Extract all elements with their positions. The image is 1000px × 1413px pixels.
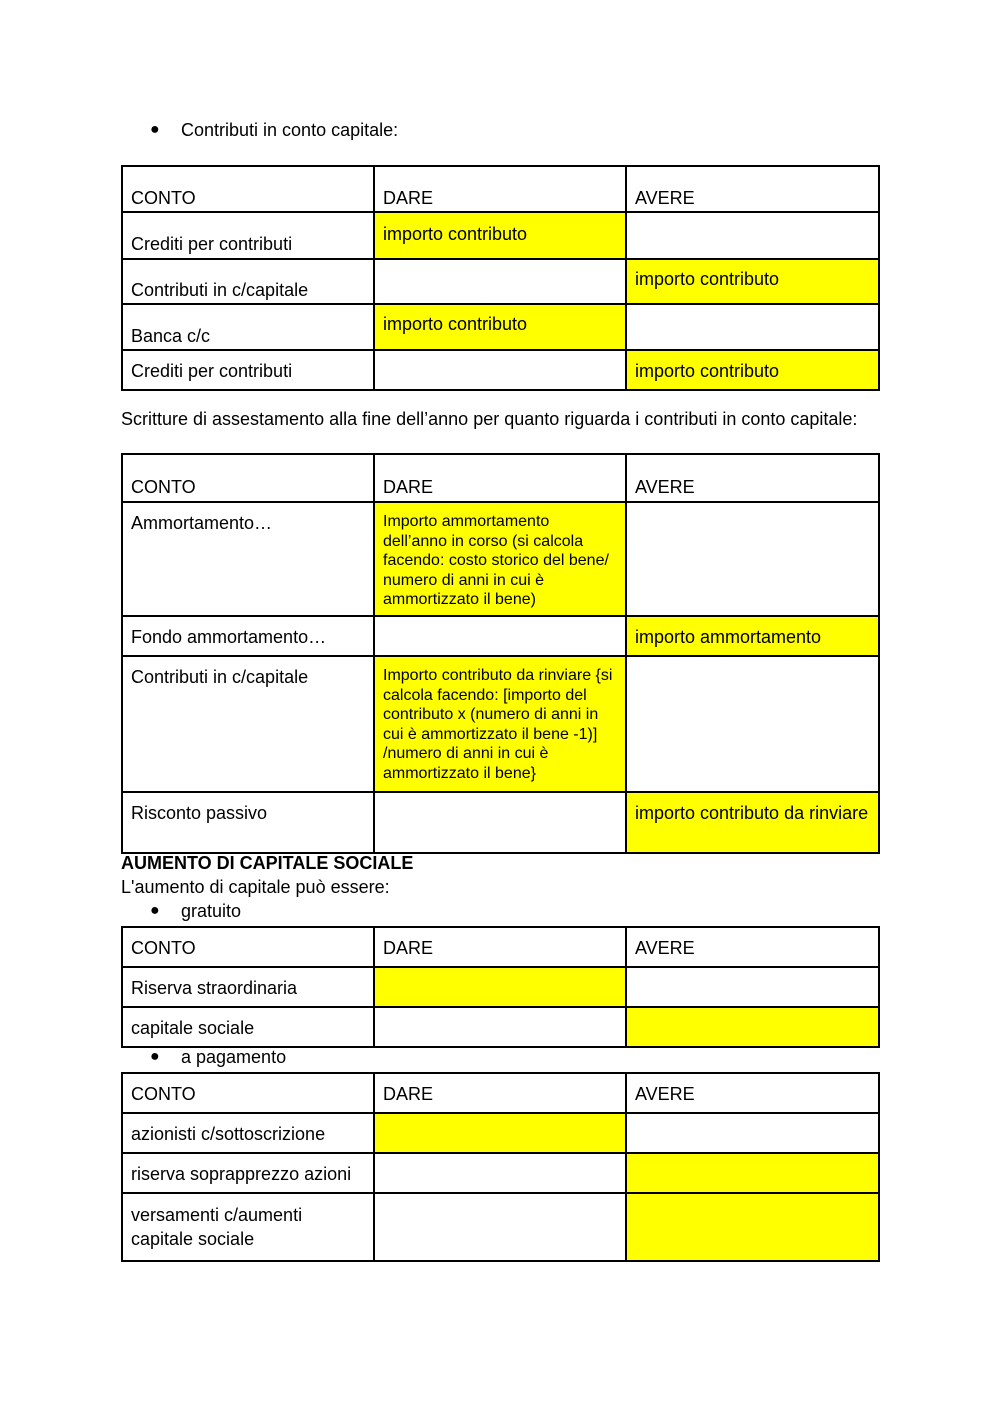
header-avere: AVERE	[626, 166, 879, 212]
table-header-row	[122, 166, 879, 212]
cell-dare	[374, 967, 626, 1007]
cell-dare	[374, 616, 626, 656]
header-conto: CONTO	[122, 166, 374, 212]
cell-conto: Fondo ammortamento…	[122, 616, 374, 656]
cell-avere	[626, 502, 879, 616]
table-gratuito	[121, 926, 880, 1048]
cell-dare: importo contributo	[374, 212, 626, 259]
header-dare: DARE	[374, 1073, 626, 1113]
table-contributi	[121, 165, 880, 391]
table-header-row	[122, 454, 879, 502]
section-heading: AUMENTO DI CAPITALE SOCIALE	[121, 853, 414, 873]
cell-avere: importo contributo	[626, 259, 879, 304]
header-avere: AVERE	[626, 927, 879, 967]
cell-dare	[374, 1193, 626, 1261]
cell-dare: Importo ammortamento dell’anno in corso (si calcola facendo: costo storico del bene/ numero di anni in cui è ammortizzato il bene)	[374, 502, 626, 616]
table-row	[122, 259, 879, 304]
cell-conto: Banca c/c	[122, 304, 374, 350]
table-row	[122, 1193, 879, 1261]
bullet-dot: ●	[150, 121, 160, 138]
bullet-pagamento-label: a pagamento	[181, 1047, 287, 1067]
table-assestamento	[121, 453, 880, 854]
assestamento-intro: Scritture di assestamento alla fine dell’anno per quanto riguarda i contributi in conto capitale:	[121, 409, 858, 429]
cell-avere: importo contributo	[626, 350, 879, 390]
cell-conto: capitale sociale	[122, 1007, 374, 1047]
table-header-row	[122, 927, 879, 967]
table-row	[122, 212, 879, 259]
table-row	[122, 1153, 879, 1193]
cell-conto: Ammortamento…	[122, 502, 374, 616]
table-row	[122, 792, 879, 853]
cell-conto: riserva soprapprezzo azioni	[122, 1153, 374, 1193]
cell-avere	[626, 1007, 879, 1047]
cell-dare: Importo contributo da rinviare {si calcola facendo: [importo del contributo x (numero di anni in cui è ammortizzato il bene -1)] /numero di anni in cui è ammortizzato il bene}	[374, 656, 626, 792]
cell-conto: Contributi in c/capitale	[122, 656, 374, 792]
header-conto: CONTO	[122, 927, 374, 967]
table-row	[122, 1007, 879, 1047]
table-row	[122, 967, 879, 1007]
header-avere: AVERE	[626, 454, 879, 502]
table-row	[122, 502, 879, 616]
header-dare: DARE	[374, 927, 626, 967]
bullet-dot: ●	[150, 1048, 160, 1065]
bullet-dot: ●	[150, 902, 160, 919]
cell-avere	[626, 1113, 879, 1153]
cell-dare	[374, 792, 626, 853]
table-header-row	[122, 1073, 879, 1113]
table-row	[122, 1113, 879, 1153]
cell-avere: importo ammortamento	[626, 616, 879, 656]
bullet-contributi-label: Contributi in conto capitale:	[181, 120, 399, 140]
header-dare: DARE	[374, 454, 626, 502]
header-conto: CONTO	[122, 454, 374, 502]
table-row	[122, 616, 879, 656]
cell-conto: versamenti c/aumenti capitale sociale	[122, 1193, 374, 1261]
cell-dare	[374, 350, 626, 390]
cell-conto: Crediti per contributi	[122, 212, 374, 259]
table-row	[122, 656, 879, 792]
cell-dare	[374, 1113, 626, 1153]
table-row	[122, 304, 879, 350]
cell-avere	[626, 1153, 879, 1193]
bullet-gratuito-label: gratuito	[181, 901, 242, 921]
cell-conto: Contributi in c/capitale	[122, 259, 374, 304]
cell-avere	[626, 1193, 879, 1261]
cell-dare	[374, 1007, 626, 1047]
cell-avere	[626, 656, 879, 792]
cell-avere	[626, 212, 879, 259]
cell-conto: Riserva straordinaria	[122, 967, 374, 1007]
cell-avere: importo contributo da rinviare	[626, 792, 879, 853]
header-conto: CONTO	[122, 1073, 374, 1113]
cell-avere	[626, 967, 879, 1007]
header-dare: DARE	[374, 166, 626, 212]
aumento-intro: L'aumento di capitale può essere:	[121, 877, 390, 897]
cell-conto: Crediti per contributi	[122, 350, 374, 390]
header-avere: AVERE	[626, 1073, 879, 1113]
cell-conto: azionisti c/sottoscrizione	[122, 1113, 374, 1153]
cell-dare	[374, 1153, 626, 1193]
cell-conto: Risconto passivo	[122, 792, 374, 853]
table-pagamento	[121, 1072, 880, 1262]
cell-avere	[626, 304, 879, 350]
cell-dare	[374, 259, 626, 304]
cell-dare: importo contributo	[374, 304, 626, 350]
table-row	[122, 350, 879, 390]
